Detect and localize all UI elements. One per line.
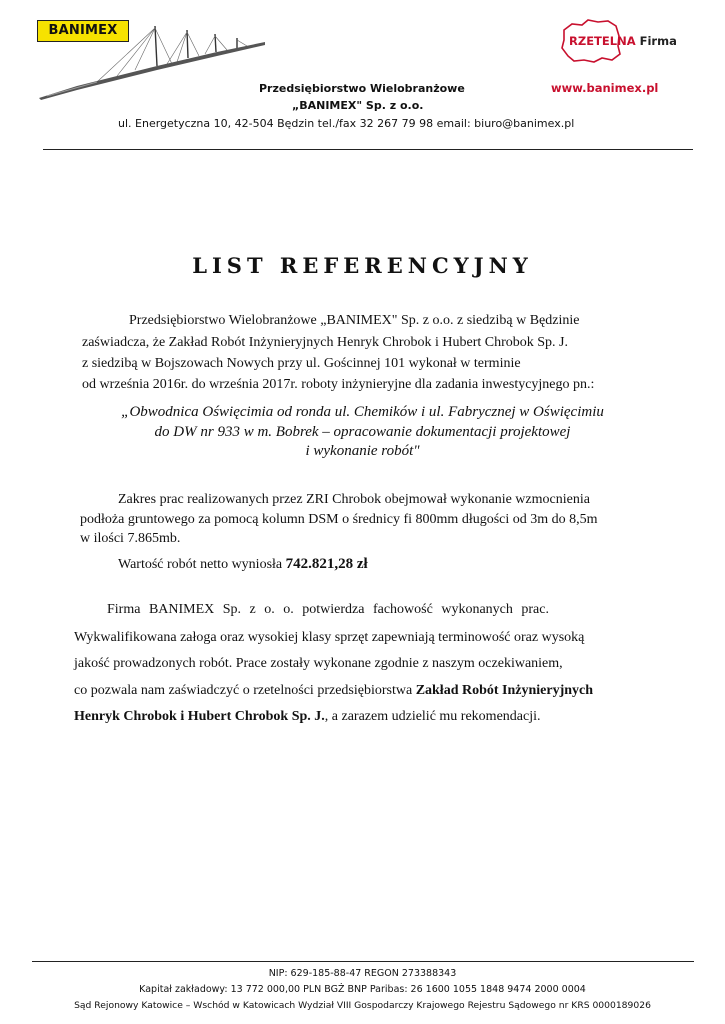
- intro-line: od września 2016r. do września 2017r. roboty inżynieryjne dla zadania inwestycyjnego pn.:: [82, 377, 595, 392]
- quote-line: „Obwodnica Oświęcimia od ronda ul. Chemików i ul. Fabrycznej w Oświęcimiu: [121, 404, 604, 420]
- closing-line: Wykwalifikowana załoga oraz wysokiej klasy sprzęt zapewniają terminowość oraz wysoką: [74, 630, 585, 645]
- intro-line: zaświadcza, że Zakład Robót Inżynieryjnych Henryk Chrobok i Hubert Chrobok Sp. J.: [82, 335, 568, 350]
- company-name-line2: „BANIMEX" Sp. z o.o.: [292, 99, 424, 112]
- intro-line: z siedzibą w Bojszowach Nowych przy ul. Gościnnej 101 wykonał w terminie: [82, 356, 521, 371]
- badge-accent-text: RZETELNA: [569, 34, 636, 48]
- contractor-name-part2: Henryk Chrobok i Hubert Chrobok Sp. J.: [74, 709, 325, 724]
- intro-line: Przedsiębiorstwo Wielobranżowe „BANIMEX" Sp. z o.o. z siedzibą w Będzinie: [129, 313, 580, 328]
- closing-line4-text: co pozwala nam zaświadczyć o rzetelności przedsiębiorstwa: [74, 683, 413, 698]
- company-name-line1: Przedsiębiorstwo Wielobranżowe: [259, 82, 465, 95]
- scope-line: podłoża gruntowego za pomocą kolumn DSM o średnicy fi 800mm długości od 3m do 8,5m: [80, 512, 598, 527]
- net-value-label: Wartość robót netto wyniosła: [118, 557, 283, 572]
- header-divider: [43, 149, 693, 150]
- reliable-company-badge: [569, 34, 677, 48]
- contractor-name-part1: Zakład Robót Inżynieryjnych: [415, 683, 594, 698]
- closing-line: [74, 683, 593, 699]
- badge-text: Firma: [639, 34, 677, 48]
- scope-line: Zakres prac realizowanych przez ZRI Chrobok obejmował wykonanie wzmocnienia: [118, 492, 590, 507]
- footer-tax-ids: NIP: 629-185-88-47 REGON 273388343: [268, 968, 457, 979]
- closing-line: [74, 709, 541, 725]
- quote-line: do DW nr 933 w m. Bobrek – opracowanie dokumentacji projektowej: [154, 424, 571, 440]
- closing-line: jakość prowadzonych robót. Prace zostały wykonane zgodnie z naszym oczekiwaniem,: [74, 656, 563, 671]
- company-address: ul. Energetyczna 10, 42-504 Będzin tel./fax 32 267 79 98 email: biuro@banimex.pl: [118, 117, 575, 130]
- company-website: www.banimex.pl: [551, 81, 659, 95]
- quote-line: i wykonanie robót": [305, 443, 420, 459]
- closing-line: Firma BANIMEX Sp. z o. o. potwierdza fachowość wykonanych prac.: [107, 602, 549, 617]
- scope-line: w ilości 7.865mb.: [80, 531, 181, 546]
- footer-court-registry: Sąd Rejonowy Katowice – Wschód w Katowicach Wydział VIII Gospodarczy Krajowego Rejestru Sądowego nr KRS 0000189026: [74, 1000, 651, 1011]
- closing-line5-text: , a zarazem udzielić mu rekomendacji.: [324, 709, 541, 724]
- footer-divider: [32, 961, 694, 962]
- banimex-logo: BANIMEX: [37, 20, 129, 42]
- net-value-line: [118, 556, 368, 573]
- net-value-amount: 742.821,28 zł: [285, 556, 368, 572]
- footer-capital-bank: Kapitał zakładowy: 13 772 000,00 PLN BGŻ BNP Paribas: 26 1600 1055 1848 9474 2000 0004: [139, 984, 586, 995]
- document-title: LIST REFERENCYJNY: [192, 253, 533, 278]
